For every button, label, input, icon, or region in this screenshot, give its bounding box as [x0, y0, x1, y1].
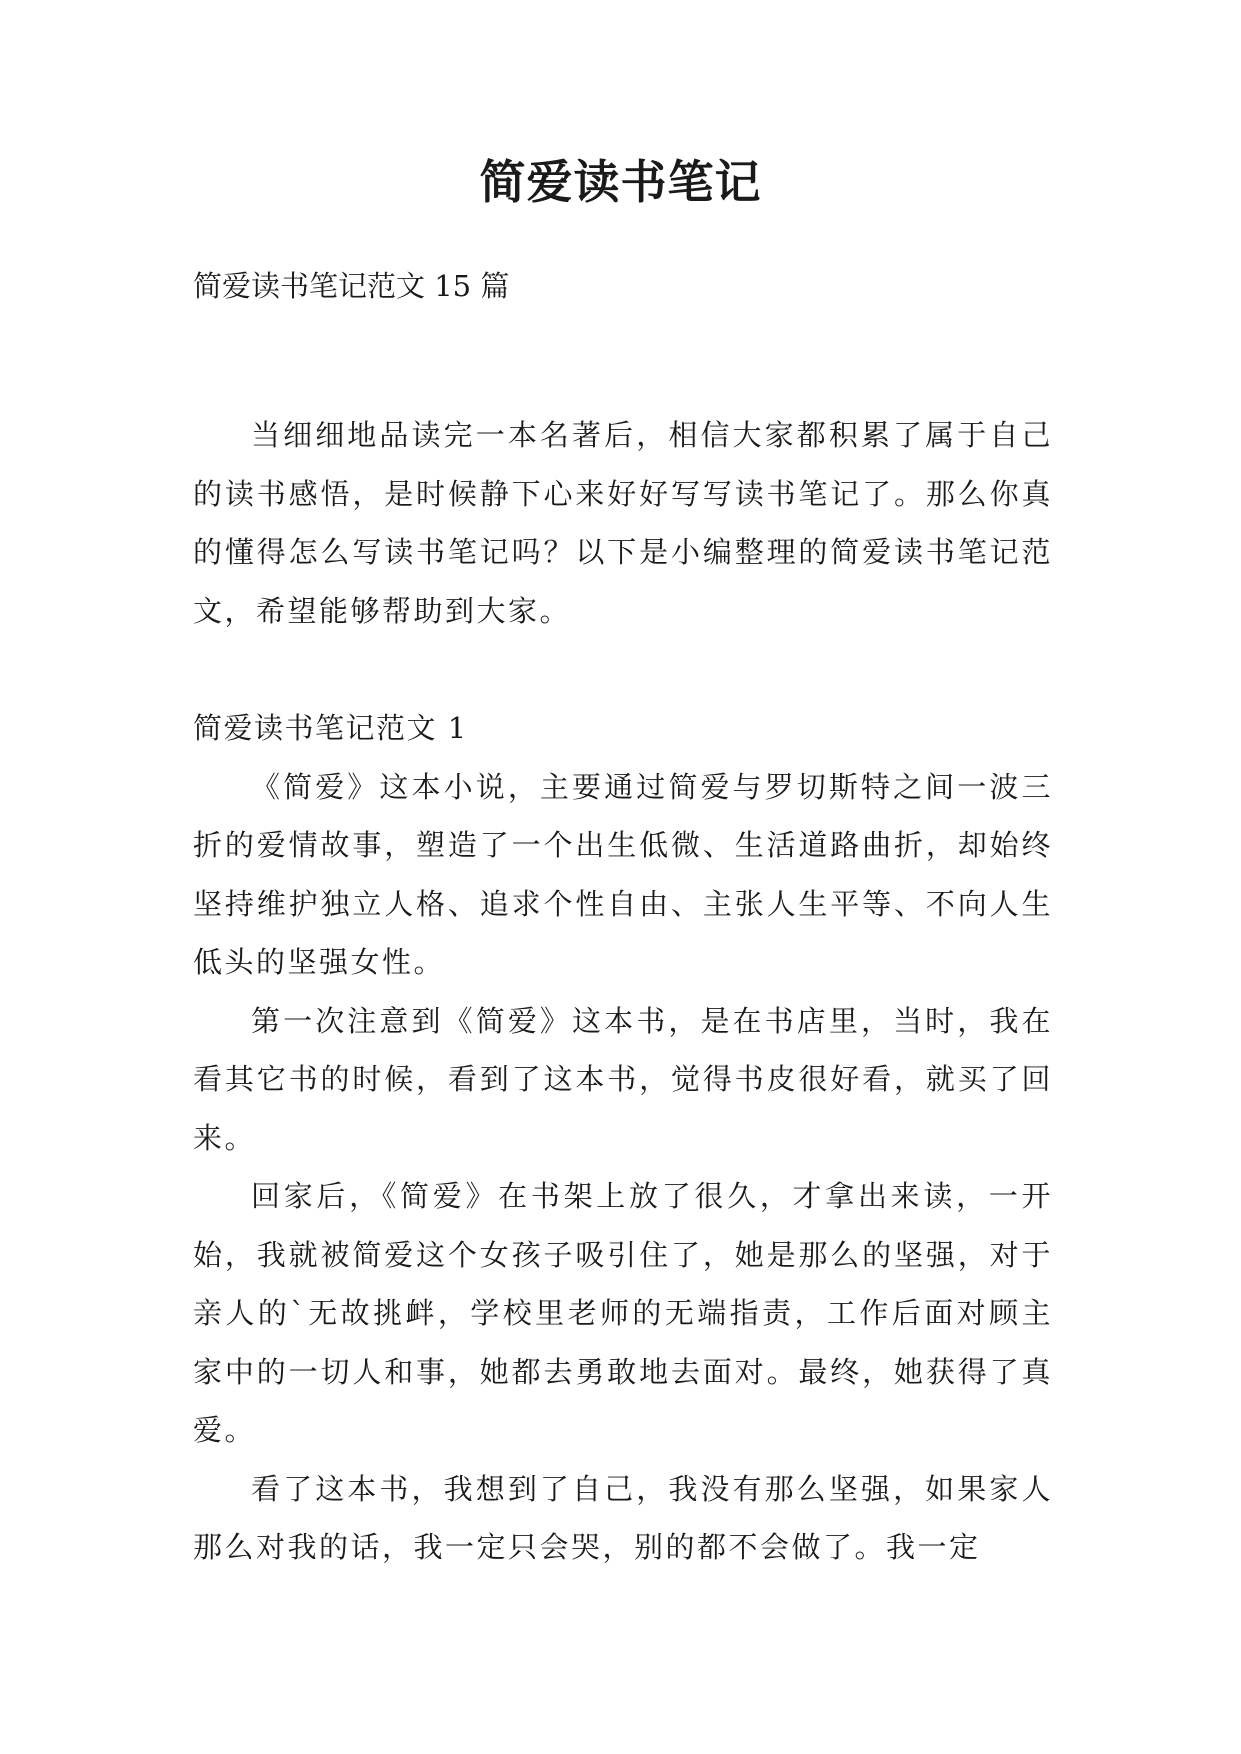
body-paragraph: 第一次注意到《简爱》这本书，是在书店里，当时，我在看其它书的时候，看到了这本书，觉得书皮很好看，就买了回来。 — [193, 1003, 1053, 1155]
section-heading: 简爱读书笔记范文 1 — [193, 711, 468, 745]
body-paragraph: 《简爱》这本小说，主要通过简爱与罗切斯特之间一波三折的爱情故事，塑造了一个出生低微、生活道路曲折，却始终坚持维护独立人格、追求个性自由、主张人生平等、不向人生低头的坚强女性。 — [193, 769, 1053, 979]
body-paragraph: 看了这本书，我想到了自己，我没有那么坚强，如果家人那么对我的话，我一定只会哭，别的都不会做了。我一定 — [193, 1471, 1053, 1564]
paragraph-spacer — [193, 640, 1053, 699]
document-subtitle: 简爱读书笔记范文 15 篇 — [193, 269, 510, 303]
body-paragraph: 回家后，《简爱》在书架上放了很久，才拿出来读，一开始，我就被简爱这个女孩子吸引住了，她是那么的坚强，对于亲人的`无故挑衅，学校里老师的无端指责，工作后面对顾主家中的一切人和事，她都去勇敢地去面对。最终，她获得了真爱。 — [193, 1179, 1053, 1447]
document-body — [193, 406, 1053, 1577]
intro-paragraph: 当细细地品读完一本名著后，相信大家都积累了属于自己的读书感悟，是时候静下心来好好写写读书笔记了。那么你真的懂得怎么写读书笔记吗？以下是小编整理的简爱读书笔记范文，希望能够帮助到大家。 — [193, 418, 1053, 628]
document-title: 简爱读书笔记 — [479, 155, 762, 209]
